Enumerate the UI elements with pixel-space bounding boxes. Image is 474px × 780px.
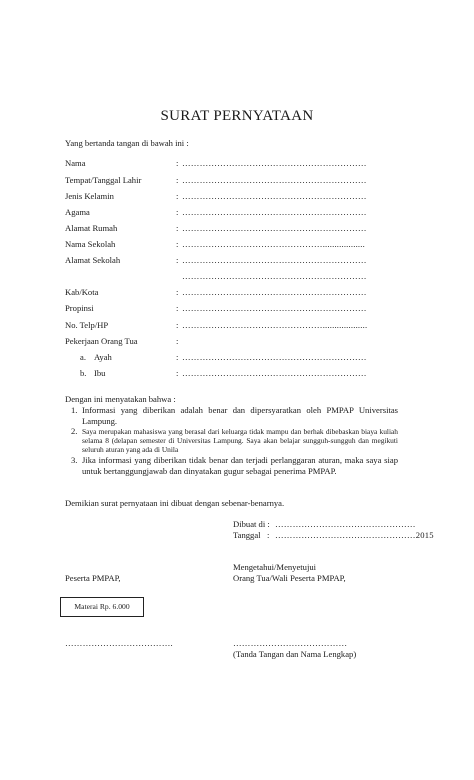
field-colon: :: [176, 303, 179, 313]
field-label-kab-kota: Kab/Kota: [65, 287, 99, 297]
field-label-alamat-rumah: Alamat Rumah: [65, 223, 118, 233]
field-colon: :: [176, 287, 179, 297]
field-label-propinsi: Propinsi: [65, 303, 94, 313]
field-dots-tempat-tanggal-lahir: ………………………………………………………: [182, 175, 367, 185]
orangtua-label: Orang Tua/Wali Peserta PMPAP,: [233, 573, 346, 583]
sub-letter-a: a.: [80, 352, 86, 362]
field-dots-nama: ………………………………………………………: [182, 158, 367, 168]
field-dots-jenis-kelamin: ………………………………………………………: [182, 191, 367, 201]
sub-letter-b: b.: [80, 368, 87, 378]
field-colon: :: [176, 368, 179, 378]
tanggal-colon: :: [267, 530, 270, 540]
field-dots-alamat-sekolah: ………………………………………………………: [182, 255, 367, 265]
tanggal-label: Tanggal: [233, 530, 261, 540]
field-dots-ayah: ………………………………………………………: [182, 352, 367, 362]
statement-number: 2.: [71, 426, 78, 436]
statement-number: 3.: [71, 455, 78, 465]
field-colon: :: [176, 320, 179, 330]
field-label-alamat-sekolah: Alamat Sekolah: [65, 255, 121, 265]
closing-text: Demikian surat pernyataan ini dibuat dengan sebenar-benarnya.: [65, 498, 285, 508]
field-dots-alamat-rumah: ………………………………………………………: [182, 223, 367, 233]
field-colon: :: [176, 223, 179, 233]
intro-text: Yang bertanda tangan di bawah ini :: [65, 138, 189, 148]
statement-text: Informasi yang diberikan adalah benar dan dipersyaratkan oleh PMPAP Universitas Lampung.: [82, 405, 398, 426]
field-dots-nama-sekolah: …………………………………………..................: [182, 239, 365, 249]
sub-label-ayah: Ayah: [94, 352, 112, 362]
field-colon: :: [176, 207, 179, 217]
field-dots-ibu: ………………………………………………………: [182, 368, 367, 378]
field-label-nama: Nama: [65, 158, 86, 168]
signature-caption: (Tanda Tangan dan Nama Lengkap): [233, 649, 357, 659]
field-label-agama: Agama: [65, 207, 90, 217]
document-title: SURAT PERNYATAAN: [160, 108, 314, 124]
field-label-pekerjaan-orang-tua: Pekerjaan Orang Tua: [65, 336, 138, 346]
signature-line-orangtua: …………………………………: [233, 638, 348, 648]
statement-number: 1.: [71, 405, 78, 415]
statement-text: Saya merupakan mahasiswa yang berasal dari keluarga tidak mampu dan berhak dibebaskan biaya kuliah selama 8 (delapan semester di Universitas Lampung. Saya akan belajar sungguh-sungguh dan megikuti seluruh aturan yang ada di Unila: [82, 427, 398, 454]
tanggal-dots: …………………………………………2015: [275, 530, 434, 540]
field-colon: :: [176, 158, 179, 168]
statement-text: Jika informasi yang diberikan tidak benar dan terjadi perlanggaran aturan, maka saya siap untuk bertanggungjawab dan dinyatakan gugur sebagai penerima PMPAP.: [82, 455, 398, 476]
field-dots-kab-kota: ………………………………………………………: [182, 287, 367, 297]
dibuat-dots: …………………………………………: [275, 519, 416, 529]
signature-line-peserta: ……………………………….: [65, 638, 173, 648]
field-colon: :: [176, 175, 179, 185]
field-dots-no-telp: …………………………………………...................: [182, 320, 368, 330]
mengetahui-label: Mengetahui/Menyetujui: [233, 562, 317, 572]
materai-label: Materai Rp. 6.000: [74, 602, 130, 611]
field-colon: :: [176, 191, 179, 201]
field-colon: :: [176, 239, 179, 249]
dibuat-label: Dibuat di :: [233, 519, 270, 529]
peserta-label: Peserta PMPAP,: [65, 573, 121, 583]
statement-intro: Dengan ini menyatakan bahwa :: [65, 394, 176, 404]
field-label-tempat-tanggal-lahir: Tempat/Tanggal Lahir: [65, 175, 142, 185]
field-dots-agama: ………………………………………………………: [182, 207, 367, 217]
field-colon: :: [176, 255, 179, 265]
field-colon: :: [176, 352, 179, 362]
field-label-nama-sekolah: Nama Sekolah: [65, 239, 116, 249]
field-dots-alamat-sekolah-continued: ………………………………………………………: [182, 271, 367, 281]
field-label-jenis-kelamin: Jenis Kelamin: [65, 191, 114, 201]
sub-label-ibu: Ibu: [94, 368, 106, 378]
field-label-no-telp: No. Telp/HP: [65, 320, 109, 330]
field-dots-propinsi: ………………………………………………………: [182, 303, 367, 313]
field-colon: :: [176, 336, 179, 346]
